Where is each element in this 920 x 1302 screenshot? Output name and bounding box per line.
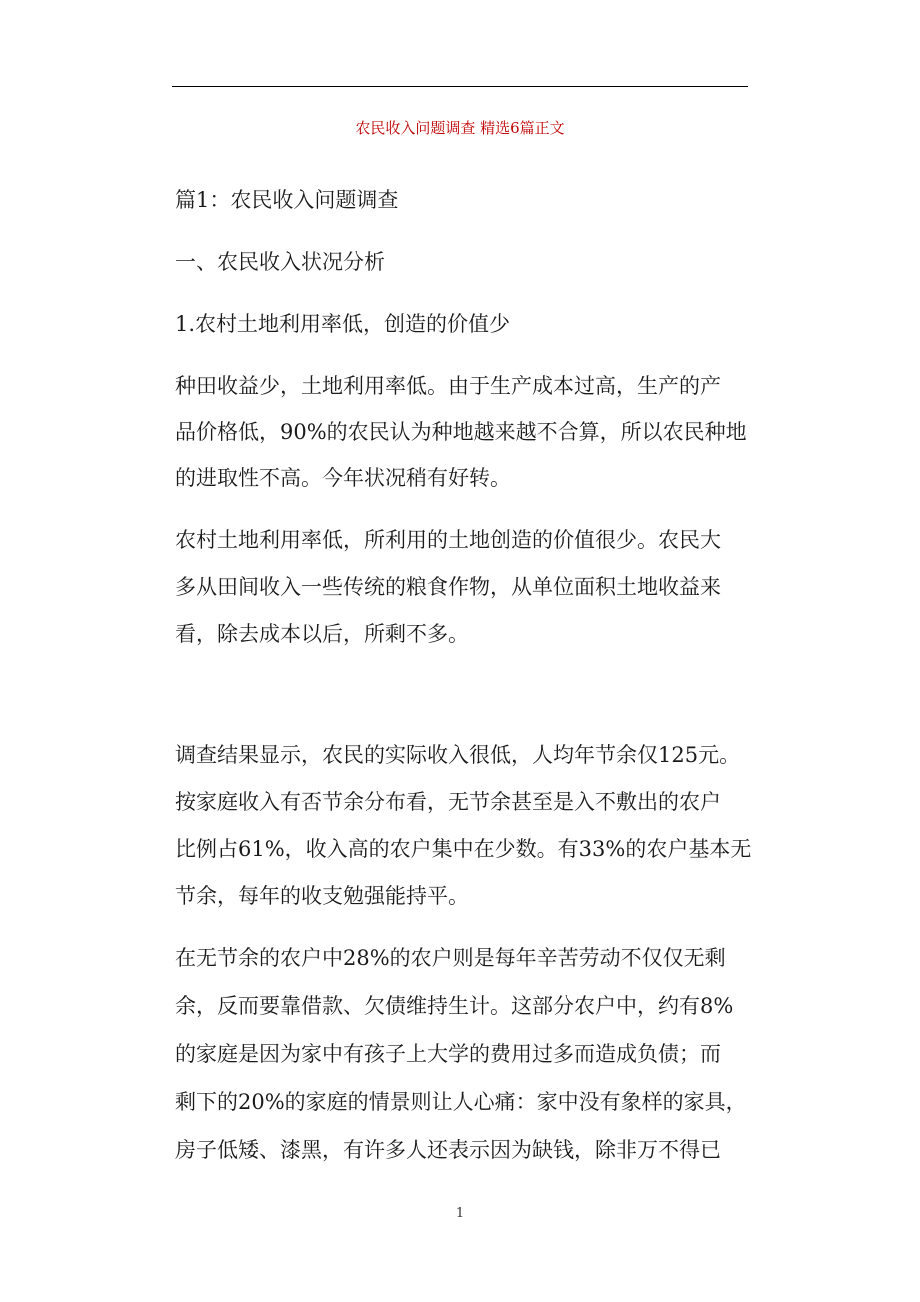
document-title: 农民收入问题调查 精选6篇正文 [355,119,565,137]
paragraph-3-line-2: 按家庭收入有否节余分布看，无节余甚至是入不敷出的农户 [175,790,721,814]
paragraph-4-line-1: 在无节余的农户中28%的农户则是每年辛苦劳动不仅仅无剩 [175,946,726,970]
paragraph-4-line-2: 余，反而要靠借款、欠债维持生计。这部分农户中，约有8% [175,994,734,1018]
chapter-heading: 篇1：农民收入问题调查 [175,188,399,212]
paragraph-1-line-1: 种田收益少，土地利用率低。由于生产成本过高，生产的产 [175,374,721,398]
page-number: 1 [455,1206,465,1221]
paragraph-2-line-2: 多从田间收入一些传统的粮食作物，从单位面积土地收益来 [175,575,721,599]
header-rule [172,86,748,87]
paragraph-4-line-5: 房子低矮、漆黑，有许多人还表示因为缺钱，除非万不得已 [175,1138,721,1162]
paragraph-1-line-2: 品价格低，90%的农民认为种地越来越不合算，所以农民种地 [175,420,747,444]
paragraph-1-line-3: 的进取性不高。今年状况稍有好转。 [175,466,511,490]
section-heading: 一、农民收入状况分析 [175,250,385,274]
paragraph-3-line-4: 节余，每年的收支勉强能持平。 [175,884,469,908]
paragraph-2-line-3: 看，除去成本以后，所剩不多。 [175,622,469,646]
paragraph-3-line-3: 比例占61%，收入高的农户集中在少数。有33%的农户基本无 [175,837,752,861]
paragraph-2-line-1: 农村土地利用率低，所利用的土地创造的价值很少。农民大 [175,528,721,552]
paragraph-3-line-1: 调查结果显示，农民的实际收入很低，人均年节余仅125元。 [175,743,741,767]
subsection-heading: 1.农村土地利用率低，创造的价值少 [175,312,511,336]
paragraph-4-line-4: 剩下的20%的家庭的情景则让人心痛：家中没有象样的家具， [175,1090,747,1114]
paragraph-4-line-3: 的家庭是因为家中有孩子上大学的费用过多而造成负债；而 [175,1042,721,1066]
